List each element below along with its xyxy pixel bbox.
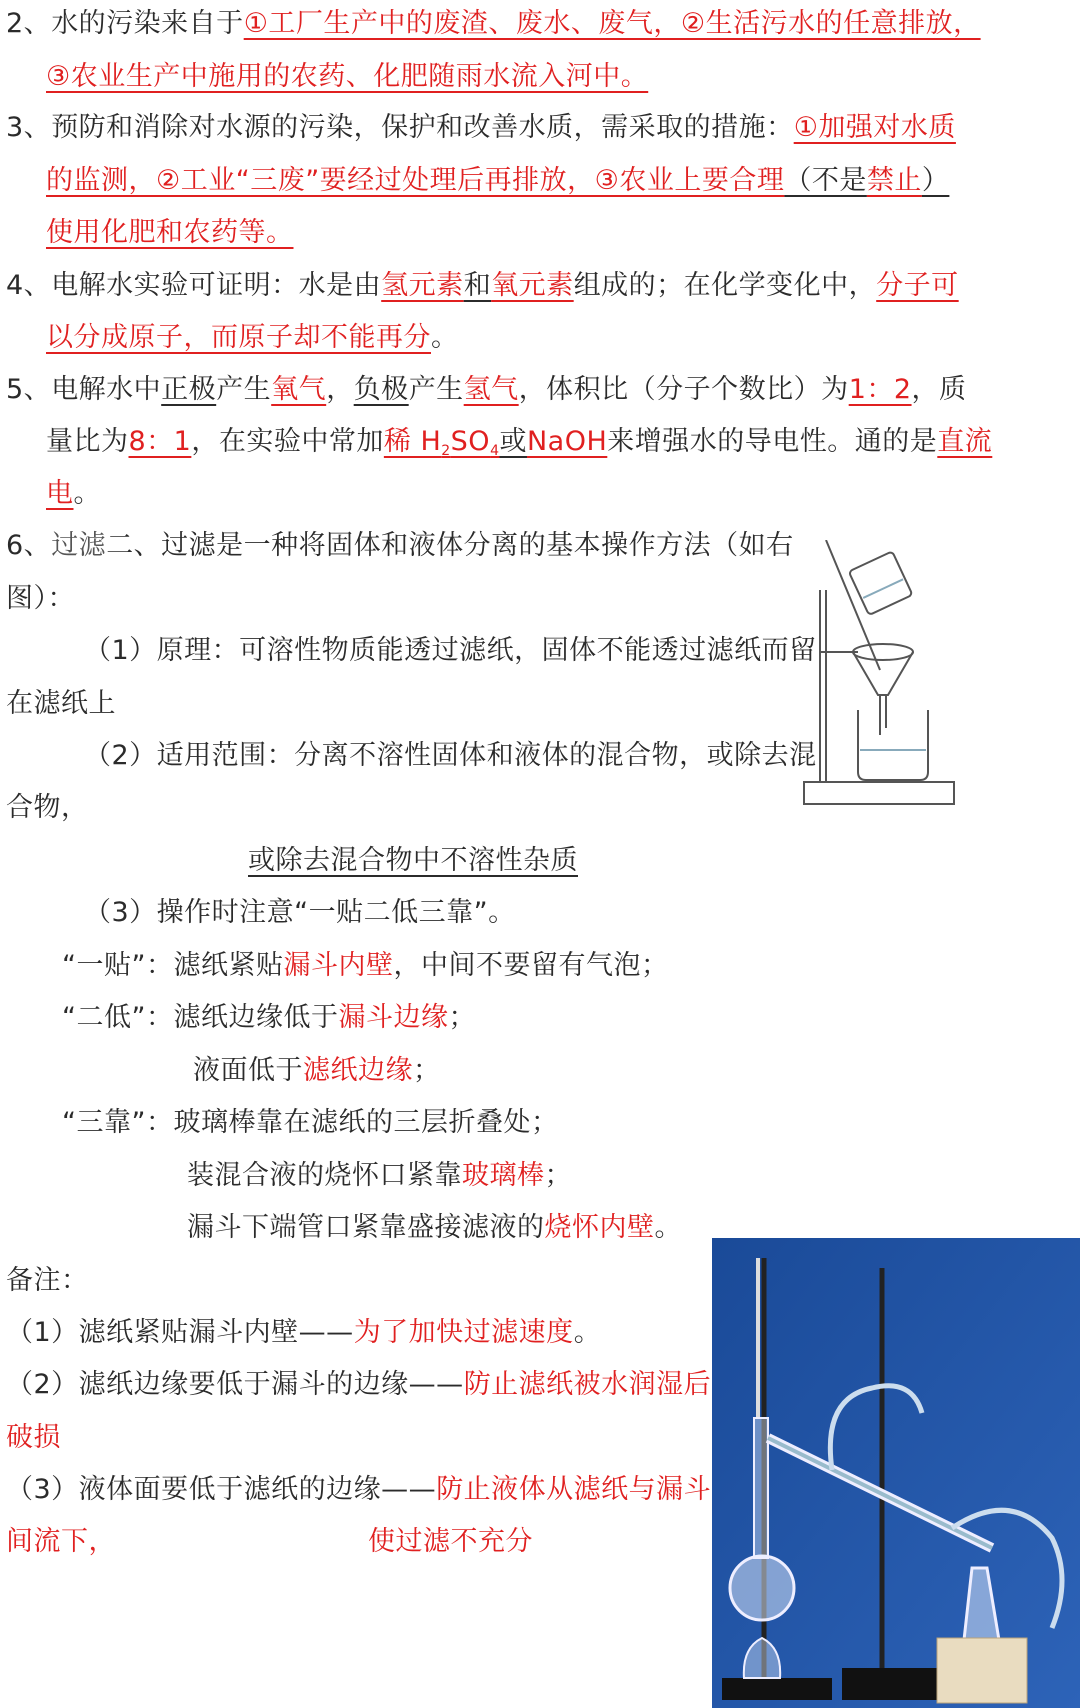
point-2-answer-1: ①工厂生产中的废渣、废水、废气，②生活污水的任意排放， (243, 8, 981, 39)
note-reason: 防止滤纸被水润湿后 (463, 1369, 712, 1400)
rule-text: 。 (654, 1212, 682, 1243)
point-5-text: 量比为 (46, 426, 129, 457)
subscript-4: 4 (490, 443, 500, 459)
volume-ratio: 1：2 (848, 374, 912, 405)
point-3-lead: 预防和消除对水源的污染，保护和改善水质，需采取的措施： (51, 112, 794, 143)
point-5-text: 来增强水的导电性。通的是 (607, 426, 938, 457)
point-3-note: （不是 (784, 165, 867, 196)
point-4-end: 。 (431, 322, 459, 353)
point-3-answer-3: 使用化肥和农药等。 (46, 217, 294, 248)
direct-current-end: 电 (46, 478, 74, 509)
point-number: 3、 (6, 112, 52, 143)
acid-so: SO (450, 426, 491, 457)
note-3-cont-2 (368, 1524, 533, 1564)
point-5-or: 或 (499, 426, 527, 457)
scope-line-1: （2）适用范围：分离不溶性固体和液体的混合物，或除去混 (84, 740, 817, 771)
rule-three-lean-1 (62, 1105, 558, 1145)
point-number: 6、 (6, 530, 52, 561)
note-3 (6, 1472, 711, 1512)
direct-current: 直流 (937, 426, 993, 457)
point-number: 5、 (6, 374, 52, 405)
note-3-cont (6, 1524, 116, 1564)
acid-prefix: 稀 H (383, 426, 442, 457)
point-4-answer-2: 以分成原子，而原子却不能再分 (46, 322, 431, 353)
rule-text: 装混合液的烧怀口紧靠 (187, 1160, 462, 1191)
point-4-lead: 电解水实验可证明：水是由 (51, 270, 382, 301)
operation-note: （3）操作时注意“一贴二低三靠”。 (84, 897, 516, 928)
rule-keyword: 漏斗边缘 (338, 1002, 449, 1033)
rule-text: ，中间不要留有气泡； (393, 950, 669, 981)
point-2-line-2 (46, 59, 648, 99)
point-2-lead: 水的污染来自于 (51, 8, 244, 39)
note-reason: 破损 (6, 1422, 61, 1453)
rule-text: 玻璃棒靠在滤纸的三层折叠处； (173, 1107, 559, 1138)
point-5-text: ， (326, 374, 354, 405)
point-3-line-2 (46, 163, 949, 203)
notes-title: 备注： (6, 1265, 89, 1296)
point-5-line-3 (46, 476, 101, 516)
rule-text: ； (544, 1160, 572, 1191)
rule-label: “二低”： (62, 1002, 174, 1033)
note-reason: 为了加快过滤速度 (353, 1317, 574, 1348)
point-5-line-1 (6, 372, 967, 412)
sodium-hydroxide: NaOH (526, 426, 608, 457)
rule-two-low-1 (62, 1000, 476, 1040)
positive-electrode: 正极 (161, 374, 217, 405)
point-5-text: 产生 (216, 374, 272, 405)
hydrogen-element: 氢元素 (381, 270, 464, 301)
point-3-note-keyword: 禁止 (866, 165, 922, 196)
point-6-topic: 过滤 (51, 530, 107, 561)
rule-text: ； (448, 1002, 476, 1033)
wood-block (937, 1638, 1027, 1703)
rule-two-low-2 (193, 1053, 441, 1093)
point-5-text: ，质 (911, 374, 967, 405)
principle-line-1: （1）原理：可溶性物质能透过滤纸，固体不能透过滤纸而留 (84, 635, 817, 666)
oxygen-element: 氧元素 (491, 270, 574, 301)
point-2-answer-2: ③农业生产中施用的农药、化肥随雨水流入河中。 (46, 61, 649, 92)
point-4-and: 和 (463, 270, 492, 301)
hydrogen-gas: 氢气 (463, 374, 519, 405)
rule-label: “一贴”： (62, 950, 174, 981)
rule-three-lean-2 (187, 1158, 572, 1198)
stand-base-left (722, 1678, 832, 1700)
stand-base (804, 782, 954, 804)
rule-keyword: 烧怀内壁 (544, 1212, 655, 1243)
rule-text: 滤纸紧贴 (173, 950, 284, 981)
note-reason: 防止液体从滤纸与漏斗 (436, 1474, 712, 1505)
point-6-intro-end: 图）： (6, 583, 75, 614)
point-number: 2、 (6, 8, 52, 39)
rule-keyword: 滤纸边缘 (303, 1055, 413, 1086)
point-4-line-1 (6, 268, 959, 308)
note-2-cont (6, 1420, 61, 1460)
point-5-text: ，体积比（分子个数比）为 (518, 374, 849, 405)
note-text: （2）滤纸边缘要低于漏斗的边缘—— (6, 1369, 464, 1400)
point-6-line-1 (6, 528, 794, 568)
point-5-text: 产生 (408, 374, 464, 405)
note-text: 。 (573, 1317, 602, 1348)
funnel (853, 644, 913, 660)
point-3-answer-2: 的监测，②工业“三废”要经过处理后再排放，③农业上要合理 (46, 165, 785, 196)
principle-line-2: 在滤纸上 (6, 688, 116, 719)
note-text: （3）液体面要低于滤纸的边缘—— (6, 1474, 437, 1505)
scope-line-3 (248, 843, 578, 883)
scope-line-3-text: 或除去混合物中不溶性杂质 (248, 845, 578, 876)
rule-keyword: 漏斗内壁 (283, 950, 394, 981)
negative-electrode: 负极 (353, 374, 409, 405)
point-3-line-1 (6, 110, 956, 150)
rule-text: 漏斗下端管口紧靠盛接滤液的 (187, 1212, 545, 1243)
note-2 (6, 1367, 711, 1407)
rule-keyword: 玻璃棒 (462, 1160, 545, 1191)
oxygen-gas: 氧气 (271, 374, 327, 405)
rule-text: ； (413, 1055, 441, 1086)
note-1 (6, 1315, 601, 1355)
filtration-apparatus-icon (800, 540, 990, 810)
distillation-flask (730, 1556, 794, 1620)
point-5-text: ，在实验中常加 (191, 426, 384, 457)
point-3-note-close: ） (921, 165, 950, 196)
note-text: （1）滤纸紧贴漏斗内壁—— (6, 1317, 354, 1348)
scope-line-2: 合物， (6, 792, 89, 823)
note-reason: 间流下， (6, 1526, 116, 1557)
point-6-intro: 二、过滤是一种将固体和液体分离的基本操作方法（如右 (106, 530, 794, 561)
point-number: 4、 (6, 270, 52, 301)
point-5-text: 电解水中 (51, 374, 162, 405)
stand-base-right (842, 1668, 942, 1700)
receiving-beaker (858, 710, 928, 780)
distillation-apparatus-icon (712, 1238, 1080, 1708)
point-3-line-3 (46, 215, 294, 255)
rule-text: 液面低于 (193, 1055, 303, 1086)
rule-label: “三靠”： (62, 1107, 174, 1138)
mass-ratio: 8：1 (128, 426, 192, 457)
point-2-line-1 (6, 6, 981, 46)
subscript-2: 2 (441, 443, 451, 459)
point-4-answer-1: 分子可 (876, 270, 959, 301)
pouring-beaker (849, 551, 913, 615)
rule-three-lean-3 (187, 1210, 682, 1250)
note-reason: 使过滤不充分 (368, 1526, 533, 1557)
rule-text: 滤纸边缘低于 (173, 1002, 339, 1033)
dilute-sulfuric-acid (384, 426, 500, 457)
rule-one-stick (62, 948, 668, 988)
point-3-answer-1: ①加强对水质 (793, 112, 956, 143)
point-5-end: 。 (73, 478, 101, 509)
point-4-line-2 (46, 320, 459, 360)
point-5-line-2 (46, 424, 992, 464)
point-4-mid: 组成的；在化学变化中， (573, 270, 877, 301)
